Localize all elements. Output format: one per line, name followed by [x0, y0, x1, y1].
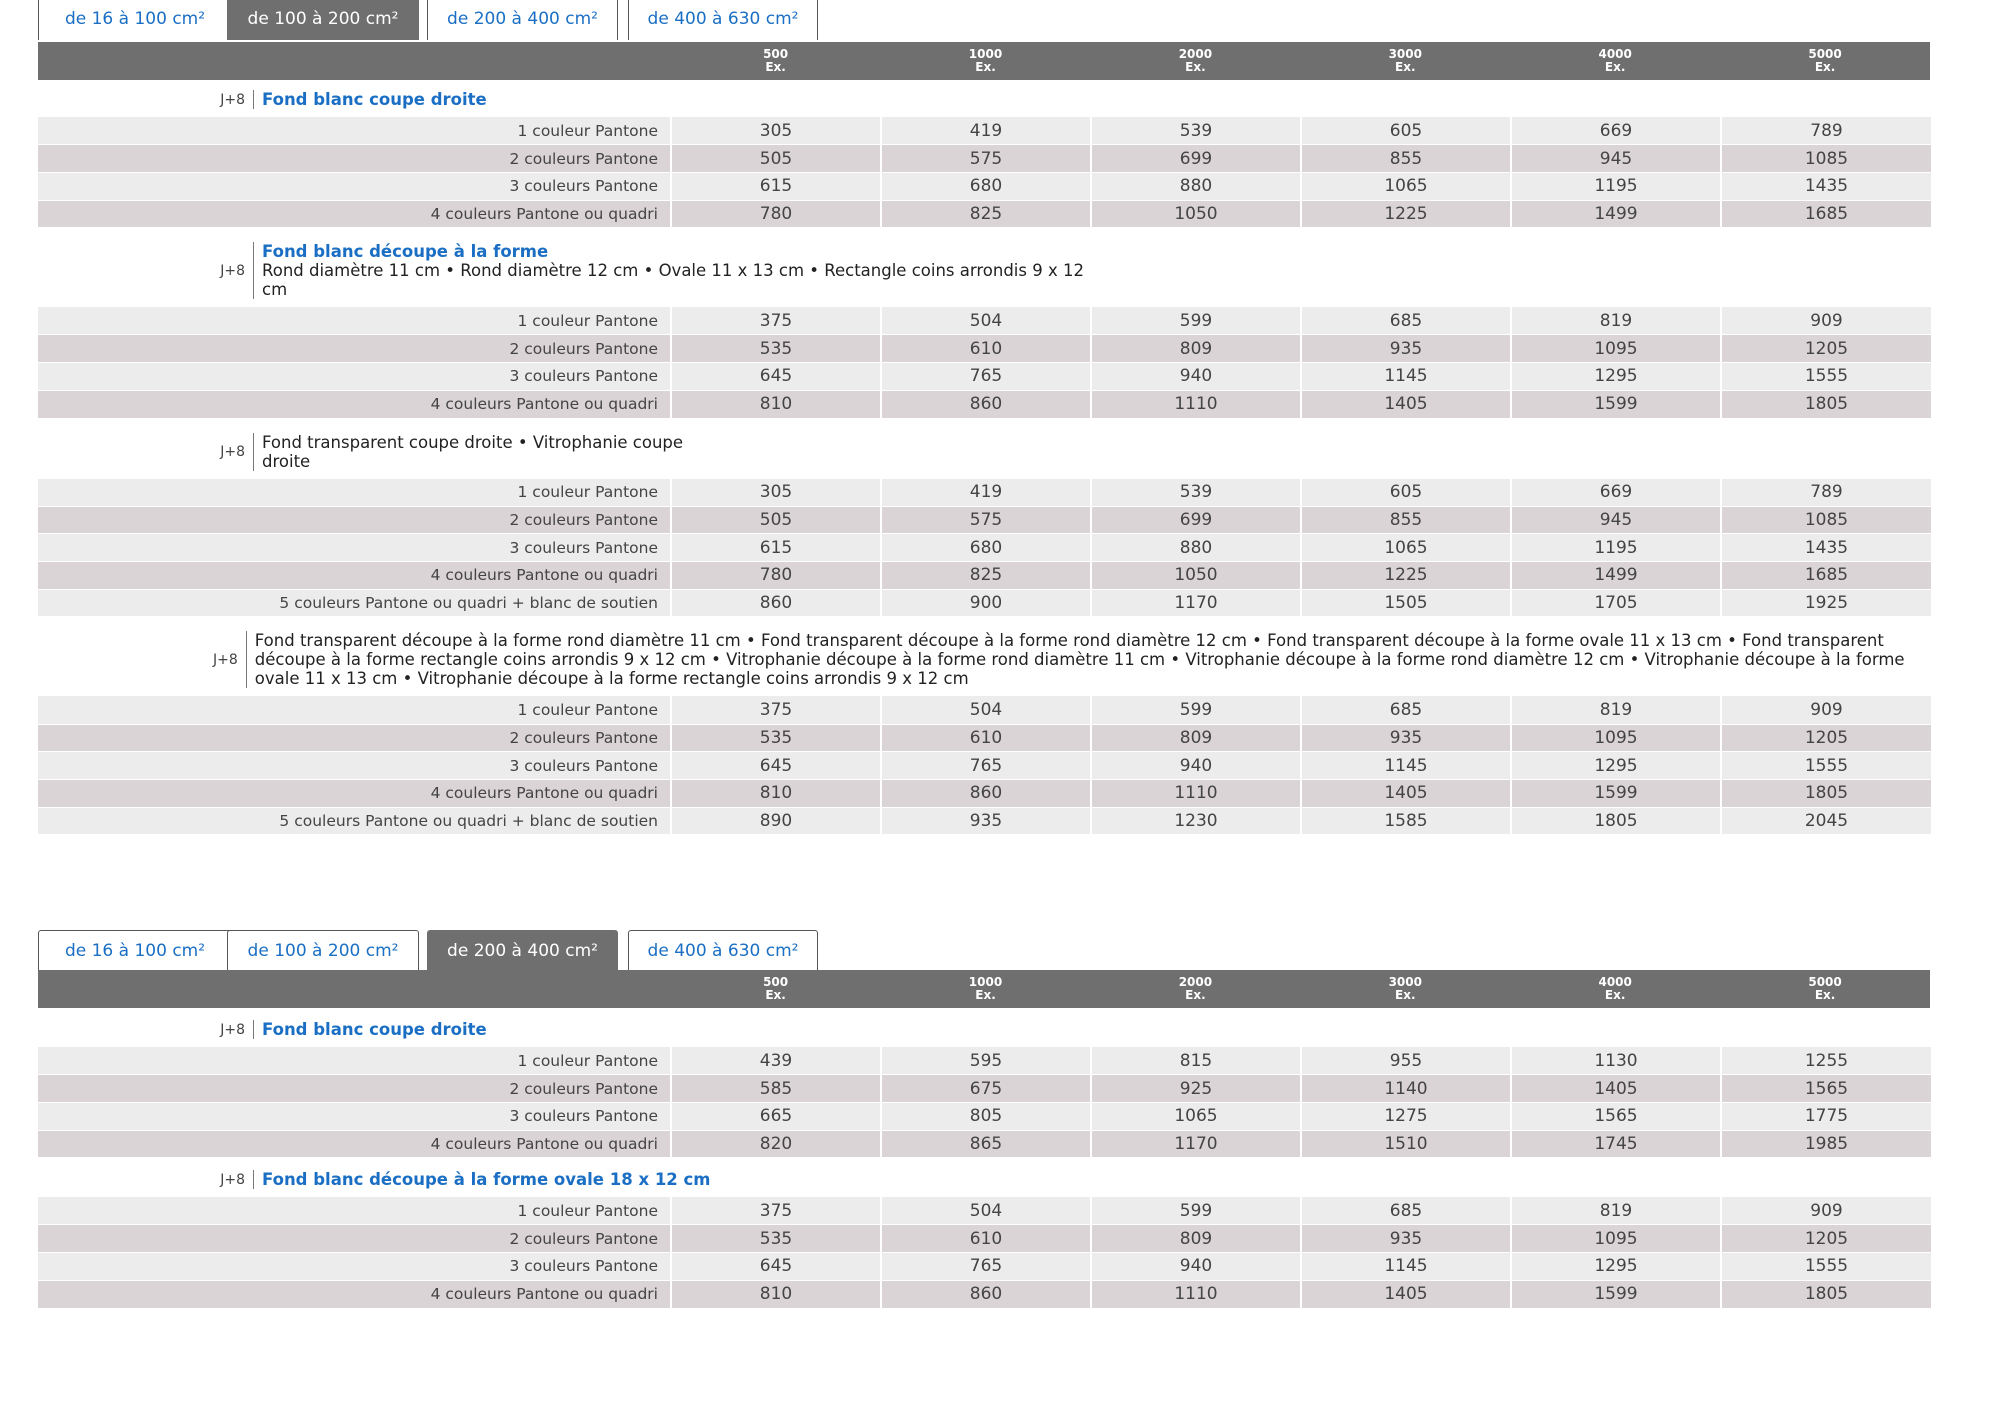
price-cell: 665 — [671, 1102, 881, 1130]
price-cell: 1225 — [1301, 562, 1511, 590]
section-title: Fond blanc découpe à la forme ovale 18 x 12 cm — [262, 1170, 711, 1190]
table-row — [38, 307, 1931, 335]
table-row — [38, 117, 1931, 145]
table-row — [38, 752, 1931, 780]
section-description — [253, 433, 693, 471]
table-row — [38, 780, 1931, 808]
quantity-3000 — [1300, 42, 1510, 80]
table-row — [38, 1047, 1931, 1075]
table-row — [38, 1280, 1931, 1308]
price-cell: 1230 — [1091, 807, 1301, 835]
price-cell: 535 — [671, 1225, 881, 1253]
price-cell: 1085 — [1721, 506, 1931, 534]
price-block-200-400 — [38, 928, 1930, 1309]
price-cell: 810 — [671, 390, 881, 418]
delivery-delay: J+8 — [213, 651, 238, 668]
quantity-number: 5000 — [1808, 975, 1842, 989]
quantity-unit: Ex. — [1814, 60, 1836, 74]
price-cell: 1110 — [1091, 780, 1301, 808]
price-table — [38, 1197, 1931, 1308]
quantity-number: 500 — [763, 47, 789, 61]
price-cell: 1565 — [1511, 1102, 1721, 1130]
price-cell: 1145 — [1301, 363, 1511, 391]
price-cell: 1145 — [1301, 1253, 1511, 1281]
quantity-1000 — [881, 42, 1091, 80]
quantity-number: 5000 — [1808, 47, 1842, 61]
price-cell: 599 — [1091, 1197, 1301, 1225]
price-cell: 1805 — [1511, 807, 1721, 835]
price-cell: 1555 — [1721, 363, 1931, 391]
price-cell: 809 — [1091, 1225, 1301, 1253]
price-cell: 599 — [1091, 307, 1301, 335]
price-cell: 935 — [881, 807, 1091, 835]
price-cell: 1555 — [1721, 1253, 1931, 1281]
price-cell: 1275 — [1301, 1102, 1511, 1130]
quantity-number: 4000 — [1598, 975, 1632, 989]
price-cell: 820 — [671, 1130, 881, 1158]
price-cell: 865 — [881, 1130, 1091, 1158]
price-cell: 789 — [1721, 479, 1931, 507]
price-cell: 1685 — [1721, 562, 1931, 590]
price-cell: 819 — [1511, 1197, 1721, 1225]
tab-size-1[interactable]: de 16 à 100 cm² — [38, 930, 232, 970]
price-cell: 819 — [1511, 696, 1721, 724]
delivery-delay: J+8 — [220, 443, 245, 460]
price-cell: 815 — [1091, 1047, 1301, 1075]
price-cell: 680 — [881, 172, 1091, 200]
section-heading — [213, 1158, 1930, 1197]
tab-size-3[interactable]: de 200 à 400 cm² — [427, 930, 618, 970]
price-cell: 1095 — [1511, 335, 1721, 363]
quantity-500 — [671, 42, 881, 80]
price-cell: 1805 — [1721, 390, 1931, 418]
price-cell: 504 — [881, 307, 1091, 335]
row-label: 4 couleurs Pantone ou quadri — [38, 390, 671, 418]
table-row — [38, 589, 1931, 617]
price-cell: 685 — [1301, 1197, 1511, 1225]
row-label: 3 couleurs Pantone — [38, 363, 671, 391]
row-label: 2 couleurs Pantone — [38, 1225, 671, 1253]
header-spacer — [38, 42, 671, 80]
price-cell: 645 — [671, 1253, 881, 1281]
price-cell: 595 — [881, 1047, 1091, 1075]
price-cell: 940 — [1091, 363, 1301, 391]
price-cell: 1205 — [1721, 724, 1931, 752]
price-cell: 1295 — [1511, 363, 1721, 391]
price-cell: 1110 — [1091, 1280, 1301, 1308]
quantity-unit: Ex. — [765, 60, 786, 74]
quantity-number: 1000 — [968, 47, 1003, 61]
price-cell: 1085 — [1721, 145, 1931, 173]
table-row — [38, 390, 1931, 418]
price-cell: 439 — [671, 1047, 881, 1075]
price-table — [38, 479, 1931, 618]
price-cell: 810 — [671, 780, 881, 808]
price-cell: 1170 — [1091, 589, 1301, 617]
table-row — [38, 534, 1931, 562]
price-cell: 669 — [1511, 479, 1721, 507]
price-cell: 419 — [881, 117, 1091, 145]
table-row — [38, 1102, 1931, 1130]
row-label: 4 couleurs Pantone ou quadri — [38, 1280, 671, 1308]
section-heading — [213, 419, 1930, 479]
price-cell: 1599 — [1511, 390, 1721, 418]
price-cell: 1405 — [1301, 780, 1511, 808]
price-cell: 1405 — [1301, 390, 1511, 418]
quantity-2000 — [1090, 970, 1300, 1008]
price-cell: 890 — [671, 807, 881, 835]
price-cell: 855 — [1301, 145, 1511, 173]
section-title: Fond blanc coupe droite — [262, 90, 487, 109]
price-cell: 1685 — [1721, 200, 1931, 228]
size-tabs — [38, 928, 1930, 970]
price-cell: 1205 — [1721, 335, 1931, 363]
quantity-500 — [671, 970, 881, 1008]
table-row — [38, 562, 1931, 590]
row-label: 1 couleur Pantone — [38, 1197, 671, 1225]
table-row — [38, 506, 1931, 534]
price-cell: 940 — [1091, 1253, 1301, 1281]
section-description — [253, 1020, 487, 1039]
price-cell: 860 — [881, 1280, 1091, 1308]
price-cell: 809 — [1091, 724, 1301, 752]
price-cell: 860 — [881, 780, 1091, 808]
table-row — [38, 200, 1931, 228]
price-cell: 1095 — [1511, 724, 1721, 752]
price-cell: 605 — [1301, 117, 1511, 145]
price-cell: 615 — [671, 534, 881, 562]
section-heading — [213, 228, 1930, 307]
row-label: 2 couleurs Pantone — [38, 1075, 671, 1103]
row-label: 2 couleurs Pantone — [38, 335, 671, 363]
price-cell: 680 — [881, 534, 1091, 562]
section-description — [253, 242, 1113, 299]
price-cell: 909 — [1721, 307, 1931, 335]
row-label: 4 couleurs Pantone ou quadri — [38, 1130, 671, 1158]
quantity-unit: Ex. — [765, 988, 786, 1002]
price-cell: 305 — [671, 117, 881, 145]
price-cell: 809 — [1091, 335, 1301, 363]
price-cell: 1985 — [1721, 1130, 1931, 1158]
price-cell: 1925 — [1721, 589, 1931, 617]
tab-size-2[interactable]: de 100 à 200 cm² — [227, 930, 419, 970]
quantity-unit: Ex. — [1604, 988, 1626, 1002]
price-cell: 1205 — [1721, 1225, 1931, 1253]
quantity-header — [38, 42, 1930, 80]
price-cell: 1555 — [1721, 752, 1931, 780]
table-row — [38, 172, 1931, 200]
price-cell: 1255 — [1721, 1047, 1931, 1075]
price-cell: 1745 — [1511, 1130, 1721, 1158]
quantity-5000 — [1720, 42, 1930, 80]
price-cell: 575 — [881, 145, 1091, 173]
section-title: Fond blanc coupe droite — [262, 1020, 487, 1039]
price-cell: 610 — [881, 1225, 1091, 1253]
tab-size-4[interactable]: de 400 à 630 cm² — [628, 0, 818, 40]
price-cell: 599 — [1091, 696, 1301, 724]
price-cell: 375 — [671, 1197, 881, 1225]
quantity-unit: Ex. — [1604, 60, 1626, 74]
quantity-number: 4000 — [1598, 47, 1632, 61]
price-cell: 305 — [671, 479, 881, 507]
price-cell: 685 — [1301, 307, 1511, 335]
section-title: Fond blanc découpe à la forme — [262, 242, 549, 262]
price-cell: 1599 — [1511, 1280, 1721, 1308]
price-cell: 1705 — [1511, 589, 1721, 617]
price-cell: 535 — [671, 724, 881, 752]
price-cell: 1405 — [1511, 1075, 1721, 1103]
price-cell: 1585 — [1301, 807, 1511, 835]
table-row — [38, 1197, 1931, 1225]
quantity-4000 — [1510, 42, 1720, 80]
row-label: 2 couleurs Pantone — [38, 145, 671, 173]
quantity-unit: Ex. — [975, 60, 996, 74]
table-row — [38, 1075, 1931, 1103]
price-cell: 825 — [881, 562, 1091, 590]
quantity-number: 3000 — [1388, 975, 1422, 989]
price-cell: 1405 — [1301, 1280, 1511, 1308]
section-description — [246, 631, 1930, 688]
delivery-delay: J+8 — [220, 1021, 245, 1038]
price-cell: 1195 — [1511, 534, 1721, 562]
table-row — [38, 1225, 1931, 1253]
row-label: 3 couleurs Pantone — [38, 752, 671, 780]
price-cell: 1435 — [1721, 172, 1931, 200]
row-label: 3 couleurs Pantone — [38, 1253, 671, 1281]
price-cell: 1065 — [1301, 172, 1511, 200]
price-cell: 880 — [1091, 172, 1301, 200]
quantity-unit: Ex. — [1395, 60, 1416, 74]
price-cell: 1510 — [1301, 1130, 1511, 1158]
price-cell: 1170 — [1091, 1130, 1301, 1158]
price-cell: 1805 — [1721, 780, 1931, 808]
table-row — [38, 696, 1931, 724]
price-cell: 825 — [881, 200, 1091, 228]
quantity-unit: Ex. — [1395, 988, 1416, 1002]
price-cell: 1499 — [1511, 200, 1721, 228]
section-description — [253, 90, 487, 109]
price-cell: 2045 — [1721, 807, 1931, 835]
price-cell: 1599 — [1511, 780, 1721, 808]
price-table — [38, 307, 1931, 418]
row-label: 5 couleurs Pantone ou quadri + blanc de soutien — [38, 589, 671, 617]
price-block-100-200 — [38, 0, 1930, 835]
price-cell: 780 — [671, 200, 881, 228]
price-cell: 1295 — [1511, 1253, 1721, 1281]
price-cell: 955 — [1301, 1047, 1511, 1075]
price-cell: 1050 — [1091, 562, 1301, 590]
price-cell: 765 — [881, 1253, 1091, 1281]
row-label: 1 couleur Pantone — [38, 307, 671, 335]
quantity-4000 — [1510, 970, 1720, 1008]
quantity-5000 — [1720, 970, 1930, 1008]
price-cell: 539 — [1091, 479, 1301, 507]
row-label: 3 couleurs Pantone — [38, 1102, 671, 1130]
price-cell: 765 — [881, 752, 1091, 780]
price-cell: 860 — [881, 390, 1091, 418]
price-cell: 860 — [671, 589, 881, 617]
quantity-3000 — [1300, 970, 1510, 1008]
price-cell: 375 — [671, 307, 881, 335]
price-cell: 1110 — [1091, 390, 1301, 418]
row-label: 5 couleurs Pantone ou quadri + blanc de soutien — [38, 807, 671, 835]
price-cell: 909 — [1721, 1197, 1931, 1225]
price-cell: 1775 — [1721, 1102, 1931, 1130]
price-cell: 940 — [1091, 752, 1301, 780]
header-spacer — [38, 970, 671, 1008]
price-cell: 669 — [1511, 117, 1721, 145]
price-cell: 504 — [881, 1197, 1091, 1225]
price-cell: 699 — [1091, 145, 1301, 173]
price-cell: 699 — [1091, 506, 1301, 534]
price-cell: 1499 — [1511, 562, 1721, 590]
price-cell: 1050 — [1091, 200, 1301, 228]
row-label: 3 couleurs Pantone — [38, 534, 671, 562]
price-cell: 909 — [1721, 696, 1931, 724]
table-row — [38, 479, 1931, 507]
price-cell: 535 — [671, 335, 881, 363]
price-cell: 935 — [1301, 1225, 1511, 1253]
quantity-unit: Ex. — [1814, 988, 1836, 1002]
price-cell: 1225 — [1301, 200, 1511, 228]
quantity-unit: Ex. — [975, 988, 996, 1002]
table-row — [38, 363, 1931, 391]
row-label: 4 couleurs Pantone ou quadri — [38, 780, 671, 808]
price-cell: 615 — [671, 172, 881, 200]
price-cell: 935 — [1301, 335, 1511, 363]
tab-size-1[interactable]: de 16 à 100 cm² — [38, 0, 232, 40]
price-cell: 935 — [1301, 724, 1511, 752]
row-label: 2 couleurs Pantone — [38, 506, 671, 534]
quantity-2000 — [1090, 42, 1300, 80]
tab-size-4[interactable]: de 400 à 630 cm² — [628, 930, 818, 970]
price-cell: 505 — [671, 506, 881, 534]
quantity-unit: Ex. — [1185, 988, 1206, 1002]
row-label: 4 couleurs Pantone ou quadri — [38, 562, 671, 590]
row-label: 3 couleurs Pantone — [38, 172, 671, 200]
price-cell: 1195 — [1511, 172, 1721, 200]
price-cell: 575 — [881, 506, 1091, 534]
table-row — [38, 1253, 1931, 1281]
tab-size-3[interactable]: de 200 à 400 cm² — [427, 0, 618, 40]
price-cell: 1145 — [1301, 752, 1511, 780]
price-table — [38, 696, 1931, 835]
price-cell: 780 — [671, 562, 881, 590]
price-cell: 819 — [1511, 307, 1721, 335]
price-cell: 1095 — [1511, 1225, 1721, 1253]
price-cell: 1130 — [1511, 1047, 1721, 1075]
section-text: Fond transparent coupe droite • Vitrophanie coupe droite — [262, 432, 684, 471]
price-cell: 1065 — [1091, 1102, 1301, 1130]
price-cell: 900 — [881, 589, 1091, 617]
price-cell: 375 — [671, 696, 881, 724]
section-description — [253, 1170, 711, 1189]
section-text: Fond transparent découpe à la forme rond diamètre 11 cm • Fond transparent découpe à la forme rond diamètre 12 cm • Fond transparent découpe à la forme ovale 11 x 13 cm • Fond transparent découpe à la forme rectangle coins arrondis 9 x 12 cm • Vitrophanie découpe à la forme rond diamètre 11 cm • Vitrophanie découpe à la forme rond diamètre 12 cm • Vitrophanie découpe à la forme ovale 11 x 13 cm • Vitrophanie découpe à la forme rectangle coins arrondis 9 x 12 cm — [254, 631, 1905, 689]
price-cell: 504 — [881, 696, 1091, 724]
price-cell: 1435 — [1721, 534, 1931, 562]
quantity-header — [38, 970, 1930, 1008]
table-row — [38, 335, 1931, 363]
price-cell: 505 — [671, 145, 881, 173]
price-cell: 810 — [671, 1280, 881, 1308]
price-cell: 1505 — [1301, 589, 1511, 617]
section-text: Rond diamètre 11 cm • Rond diamètre 12 cm • Ovale 11 x 13 cm • Rectangle coins arrondis 9 x 12 cm — [262, 261, 1084, 300]
price-cell: 675 — [881, 1075, 1091, 1103]
table-row — [38, 1130, 1931, 1158]
price-cell: 645 — [671, 363, 881, 391]
price-cell: 645 — [671, 752, 881, 780]
price-cell: 605 — [1301, 479, 1511, 507]
price-cell: 805 — [881, 1102, 1091, 1130]
price-cell: 925 — [1091, 1075, 1301, 1103]
price-cell: 1805 — [1721, 1280, 1931, 1308]
section-heading — [213, 617, 1930, 696]
price-cell: 610 — [881, 335, 1091, 363]
quantity-number: 2000 — [1178, 975, 1213, 989]
price-cell: 1565 — [1721, 1075, 1931, 1103]
row-label: 1 couleur Pantone — [38, 117, 671, 145]
price-cell: 880 — [1091, 534, 1301, 562]
price-table — [38, 117, 1931, 228]
delivery-delay: J+8 — [220, 91, 245, 108]
row-label: 2 couleurs Pantone — [38, 724, 671, 752]
quantity-number: 500 — [763, 975, 789, 989]
table-row — [38, 724, 1931, 752]
price-cell: 539 — [1091, 117, 1301, 145]
table-row — [38, 145, 1931, 173]
price-cell: 610 — [881, 724, 1091, 752]
delivery-delay: J+8 — [220, 262, 245, 279]
price-cell: 1295 — [1511, 752, 1721, 780]
row-label: 4 couleurs Pantone ou quadri — [38, 200, 671, 228]
price-cell: 789 — [1721, 117, 1931, 145]
price-cell: 1065 — [1301, 534, 1511, 562]
size-tabs — [38, 0, 1930, 42]
quantity-number: 2000 — [1178, 47, 1213, 61]
quantity-1000 — [881, 970, 1091, 1008]
quantity-unit: Ex. — [1185, 60, 1206, 74]
quantity-number: 3000 — [1388, 47, 1422, 61]
price-cell: 855 — [1301, 506, 1511, 534]
row-label: 1 couleur Pantone — [38, 479, 671, 507]
section-heading — [213, 1008, 1930, 1047]
price-cell: 419 — [881, 479, 1091, 507]
price-cell: 945 — [1511, 145, 1721, 173]
price-cell: 1140 — [1301, 1075, 1511, 1103]
price-cell: 945 — [1511, 506, 1721, 534]
price-cell: 585 — [671, 1075, 881, 1103]
row-label: 1 couleur Pantone — [38, 696, 671, 724]
table-row — [38, 807, 1931, 835]
price-cell: 685 — [1301, 696, 1511, 724]
quantity-number: 1000 — [968, 975, 1003, 989]
row-label: 1 couleur Pantone — [38, 1047, 671, 1075]
price-table — [38, 1047, 1931, 1158]
delivery-delay: J+8 — [220, 1171, 245, 1188]
section-heading — [213, 80, 1930, 117]
price-cell: 765 — [881, 363, 1091, 391]
tab-size-2[interactable]: de 100 à 200 cm² — [227, 0, 419, 40]
